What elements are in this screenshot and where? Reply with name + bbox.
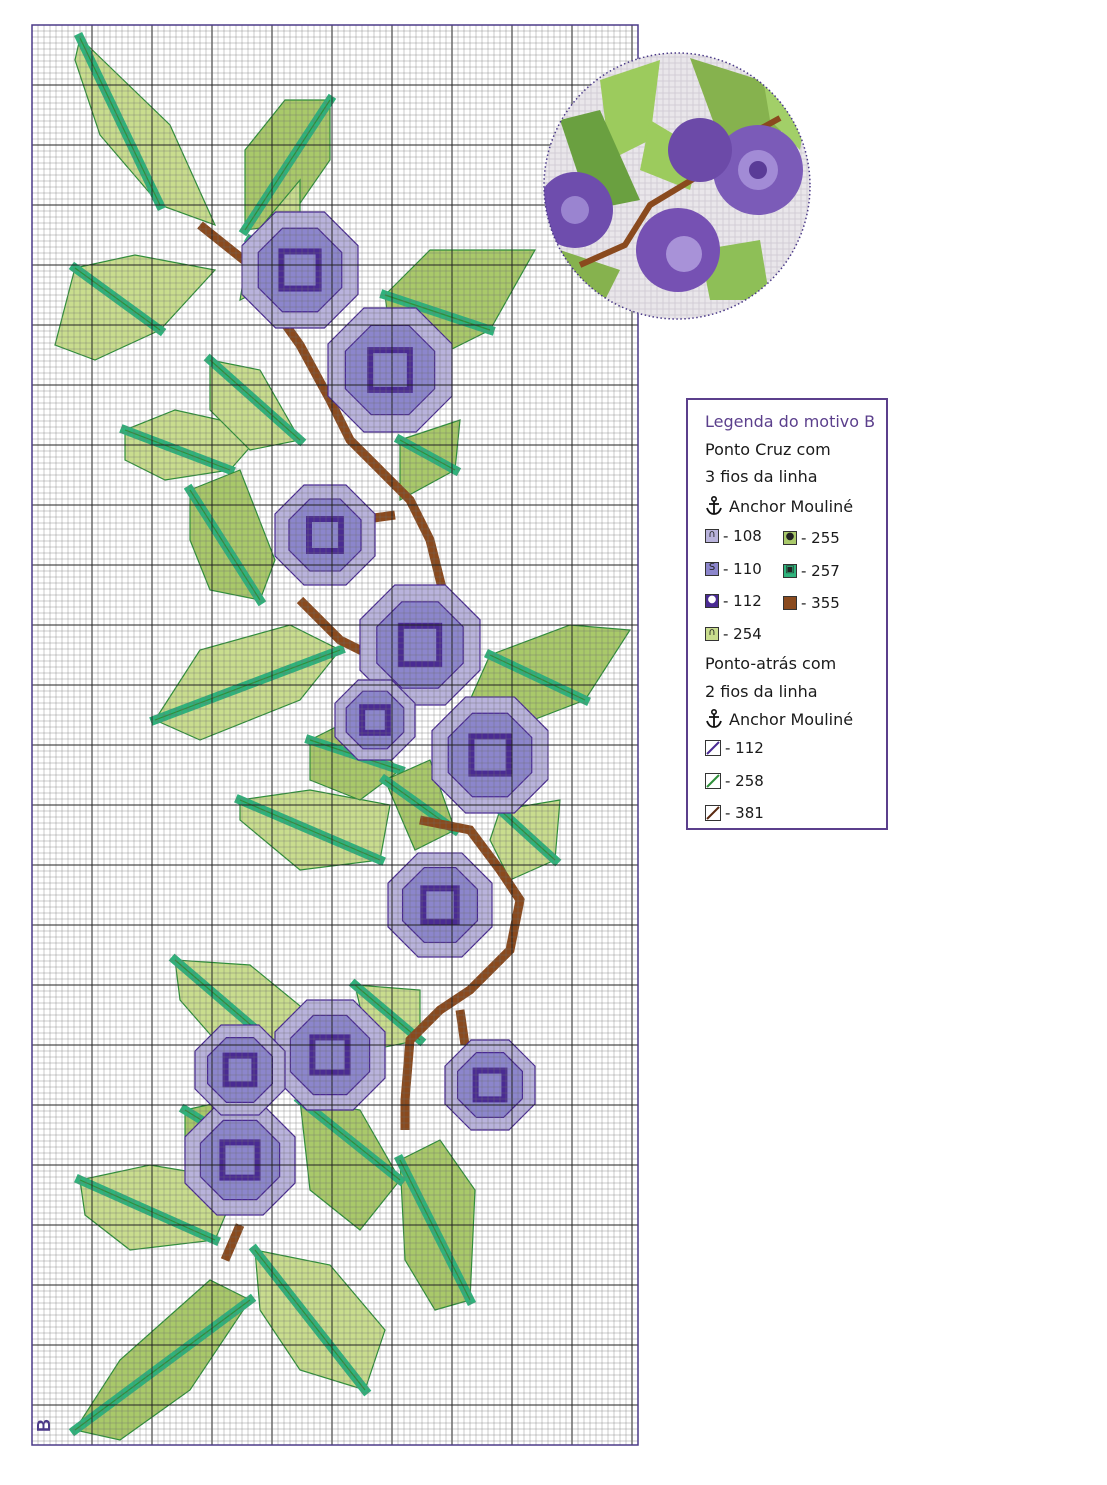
cross-stitch-threads: 3 fios da linha [705,467,818,486]
legend-swatch-item [705,560,762,578]
swatch-code: - 254 [723,625,762,643]
swatch-code: - 255 [801,529,840,547]
cross-stitch-heading: Ponto Cruz com [705,440,831,459]
backstitch-code: - 381 [725,804,764,822]
swatch-glyph: ● [785,531,795,542]
embroidery-photo-circle [537,50,820,330]
swatch-glyph: ∩ [708,529,716,540]
color-swatch [783,531,797,545]
backstitch-swatch [705,740,721,756]
backstitch-threads: 2 fios da linha [705,682,818,701]
swatch-code: - 355 [801,594,840,612]
legend-swatch-item [783,594,840,612]
swatch-glyph: ▣ [785,564,795,575]
backstitch-code: - 258 [725,772,764,790]
legend-backstitch-item [705,804,764,822]
swatch-code: - 110 [723,560,762,578]
color-swatch [783,564,797,578]
brand-row [705,496,853,516]
legend-backstitch-item [705,739,764,757]
color-swatch [705,562,719,576]
brand-label: Anchor Mouliné [729,496,854,516]
color-swatch [783,596,797,610]
swatch-code: - 112 [723,592,762,610]
legend-swatch-item [705,625,762,643]
swatch-code: - 108 [723,527,762,545]
legend-swatch-item [705,592,762,610]
brand-label: Anchor Mouliné [729,709,854,729]
backstitch-code: - 112 [725,739,764,757]
color-swatch [705,627,719,641]
swatch-glyph: ∩ [708,627,716,638]
legend-swatch-item [705,527,762,545]
legend-swatch-item [783,562,840,580]
legend-box [686,398,888,830]
anchor-icon [705,709,723,729]
legend-title: Legenda do motivo B [705,412,876,431]
legend-swatch-item [783,529,840,547]
anchor-icon [705,496,723,516]
backstitch-heading: Ponto-atrás com [705,654,837,673]
legend-backstitch-item [705,772,764,790]
brand-row-2 [705,709,853,729]
backstitch-swatch [705,773,721,789]
backstitch-swatch [705,805,721,821]
swatch-code: - 257 [801,562,840,580]
color-swatch [705,529,719,543]
chart-label: B [34,1419,54,1432]
swatch-glyph: ● [707,594,717,605]
swatch-glyph: S [708,562,716,573]
color-swatch [705,594,719,608]
